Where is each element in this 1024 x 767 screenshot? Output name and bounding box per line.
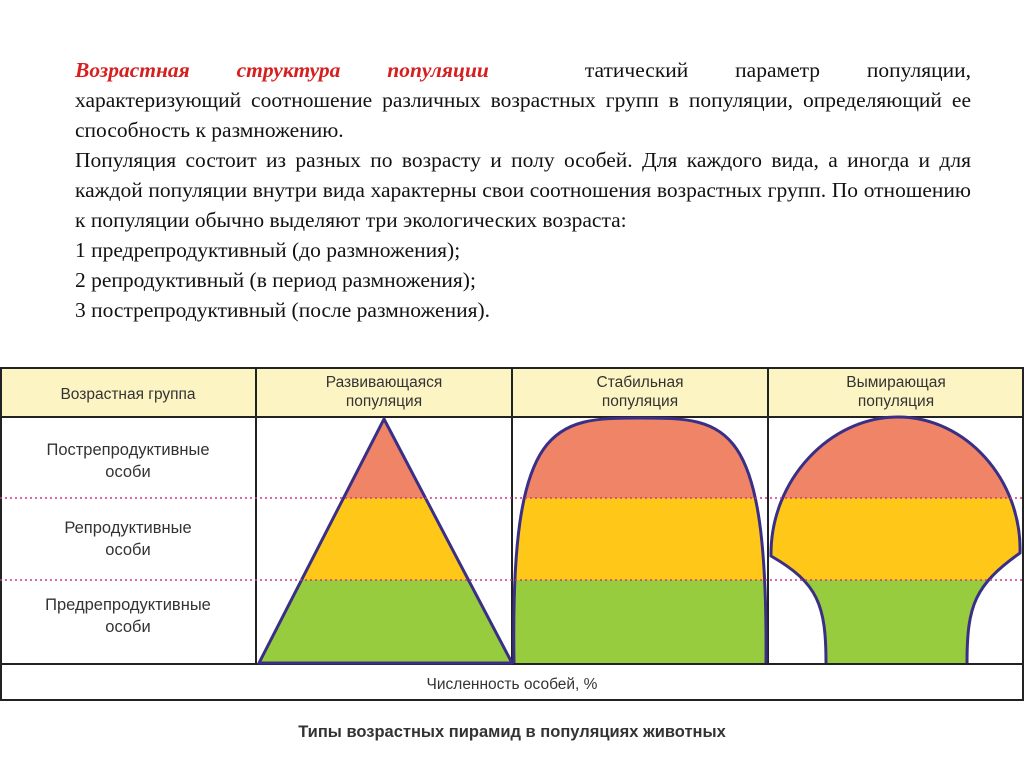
header-declining-line2: популяция (857, 393, 935, 410)
header-developing-line1: Развивающаяся (325, 374, 443, 391)
developing-population-shape (256, 417, 512, 664)
header-stable-line1: Стабильная (596, 374, 684, 391)
stable-population-shape (512, 417, 768, 664)
header-declining-line1: Вымирающая (846, 374, 946, 391)
stable-pre-band (512, 580, 768, 664)
list-item-prereproductive: 1 предрепродуктивный (до размножения); (75, 238, 461, 262)
definition-text: татический параметр популяции, характеризующий соотношение различных возрастных групп в популяции, определяющий ее способность к размножению. (75, 58, 971, 142)
row-label-postreproductive-line2: особи (105, 463, 151, 481)
x-axis-label: Численность особей, % (426, 676, 598, 693)
list-item-postreproductive: 3 пострепродуктивный (после размножения). (75, 298, 491, 322)
term-heading: Возрастная структура популяции (75, 58, 489, 82)
header-developing-line2: популяция (345, 393, 423, 410)
row-label-prereproductive-line2: особи (105, 618, 151, 636)
stable-post-band (512, 417, 768, 498)
description-text (75, 55, 971, 325)
list-item-reproductive: 2 репродуктивный (в период размножения); (75, 268, 476, 292)
declining-repro-band (768, 498, 1024, 580)
developing-post-band (256, 417, 512, 498)
declining-pre-band (768, 580, 1024, 664)
figure-caption: Типы возрастных пирамид в популяциях животных (298, 723, 726, 741)
declining-population-shape (768, 417, 1024, 664)
ages-paragraph: Популяция состоит из разных по возрасту и полу особей. Для каждого вида, а иногда и для каждой популяции внутри вида характерны свои соотношения возрастных групп. По отношению к популяции обычно выделяют три экологических возраста: (75, 148, 971, 232)
row-label-reproductive-line1: Репродуктивные (64, 519, 192, 537)
row-label-reproductive-line2: особи (105, 541, 151, 559)
stable-repro-band (512, 498, 768, 580)
developing-repro-band (256, 498, 512, 580)
row-label-postreproductive-line1: Пострепродуктивные (46, 441, 210, 459)
header-age-group: Возрастная группа (60, 386, 196, 403)
row-label-prereproductive-line1: Предрепродуктивные (45, 596, 211, 614)
definition-paragraph (75, 55, 971, 145)
age-pyramid-diagram (0, 367, 1024, 707)
header-stable-line2: популяция (601, 393, 679, 410)
